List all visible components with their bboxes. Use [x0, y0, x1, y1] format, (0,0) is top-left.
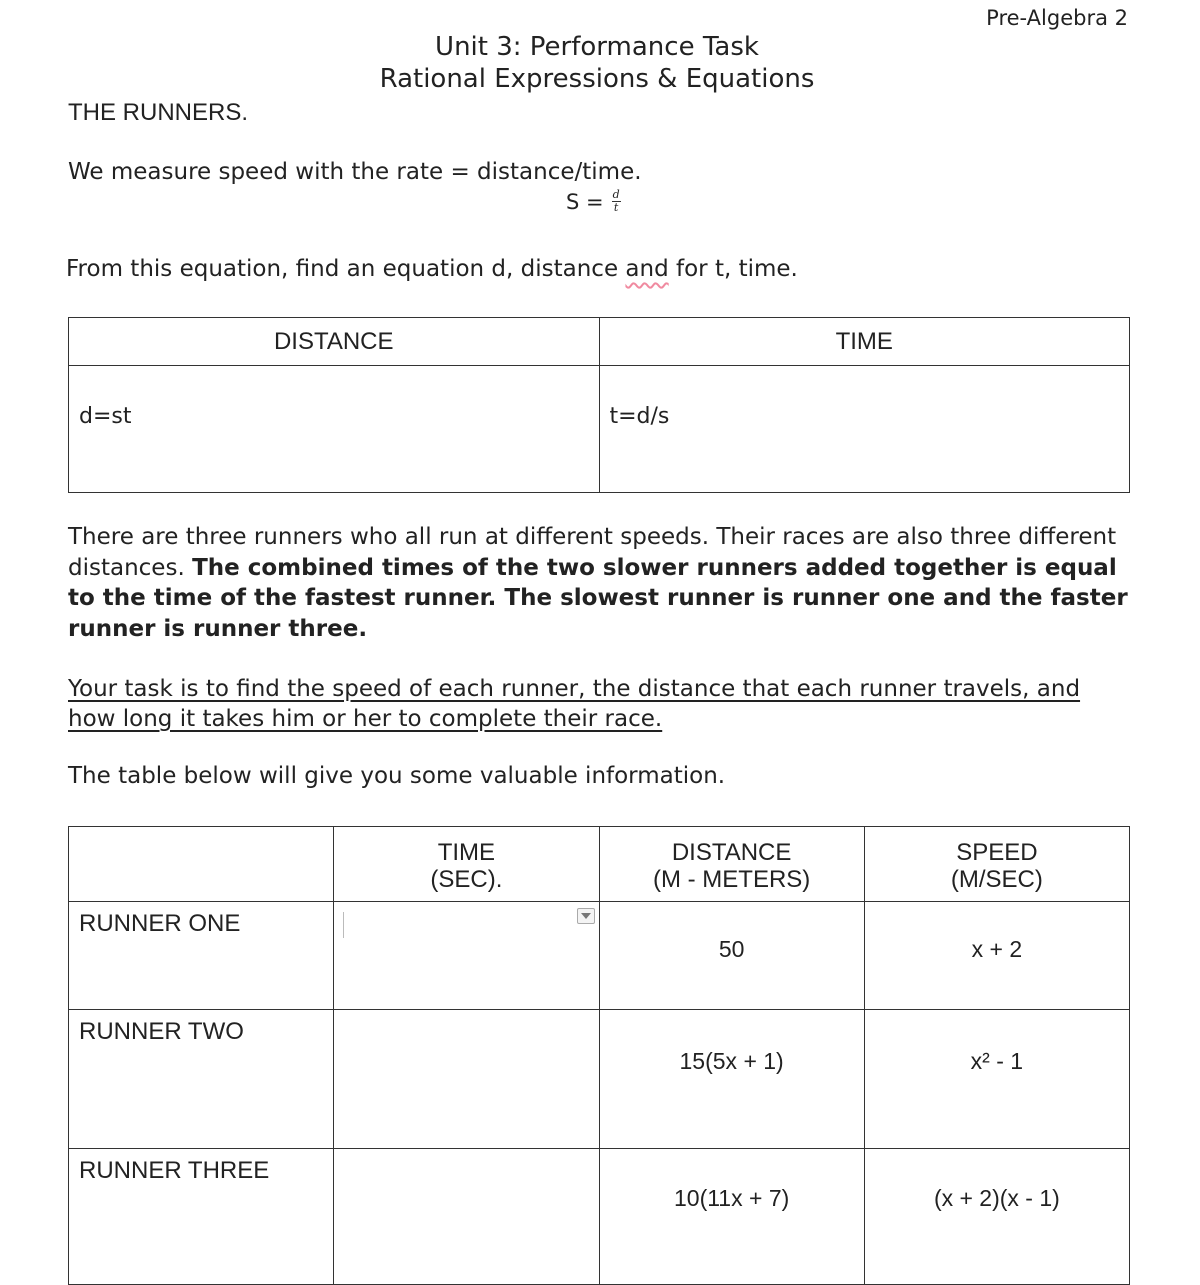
task-statement: Your task is to find the speed of each runner, the distance that each runner travels, and how long it takes him or her to complete their race. [68, 676, 1081, 732]
header-time-line1: TIME [437, 839, 496, 866]
runner-table [68, 826, 1130, 1285]
problem-text: There are three runners who all run at different speeds. Their races are also three different distances. [68, 524, 1117, 581]
formula-numerator: d [612, 188, 620, 201]
runner-two-name: RUNNER TWO [69, 1010, 334, 1149]
distance-header: DISTANCE [69, 318, 600, 366]
header-time [334, 827, 599, 902]
text-cursor [343, 912, 344, 938]
header-empty [69, 827, 334, 902]
dropdown-arrow-icon[interactable] [577, 908, 595, 924]
formula-fraction [612, 189, 621, 214]
table-row [69, 1149, 1130, 1285]
table-intro: The table below will give you some valuable information. [68, 763, 726, 789]
runner-two-speed: x² - 1 [864, 1010, 1129, 1149]
problem-text-bold: The combined times of the two slower runners added together is equal to the time of the fastest runner. The slowest runner is runner one and the faster runner is runner three. [68, 554, 1128, 642]
runner-three-name: RUNNER THREE [69, 1149, 334, 1285]
find-text-after: for t, time. [668, 256, 798, 282]
header-distance [599, 827, 864, 902]
page-title: Unit 3: Performance Task [435, 32, 759, 62]
header-speed-line1: SPEED [956, 839, 1038, 866]
runner-one-time-cell[interactable] [334, 902, 599, 1010]
table-row [69, 902, 1130, 1010]
distance-equation: d=st [79, 404, 132, 429]
time-header: TIME [599, 318, 1130, 366]
runner-three-speed: (x + 2)(x - 1) [864, 1149, 1129, 1285]
spellcheck-flagged-word[interactable]: and [625, 256, 669, 282]
runner-two-distance: 15(5x + 1) [599, 1010, 864, 1149]
header-time-line2: (SEC). [430, 866, 503, 893]
header-speed-line2: (M/SEC) [950, 866, 1043, 893]
runner-one-speed: x + 2 [864, 902, 1129, 1010]
header-distance-line2: (M - METERS) [652, 866, 811, 893]
table-row [69, 1010, 1130, 1149]
runner-three-time-cell[interactable] [334, 1149, 599, 1285]
runner-one-name: RUNNER ONE [69, 902, 334, 1010]
runner-three-distance: 10(11x + 7) [599, 1149, 864, 1285]
find-instruction [66, 256, 798, 282]
time-equation: t=d/s [609, 404, 670, 429]
formula-left: S = [566, 189, 604, 214]
rate-definition: We measure speed with the rate = distance/time. [68, 159, 642, 185]
page-subtitle: Rational Expressions & Equations [379, 64, 815, 94]
find-text-before: From this equation, find an equation d, distance [66, 256, 626, 282]
runner-one-distance: 50 [599, 902, 864, 1010]
header-speed [864, 827, 1129, 902]
course-label: Pre-Algebra 2 [986, 6, 1128, 30]
section-heading: THE RUNNERS. [68, 99, 249, 126]
distance-equation-cell[interactable] [69, 366, 600, 493]
problem-description [68, 522, 1128, 644]
runner-two-time-cell[interactable] [334, 1010, 599, 1149]
header-distance-line1: DISTANCE [671, 839, 792, 866]
equation-table [68, 317, 1130, 493]
speed-formula [566, 189, 621, 214]
time-equation-cell[interactable] [599, 366, 1130, 493]
formula-denominator: t [613, 201, 619, 214]
